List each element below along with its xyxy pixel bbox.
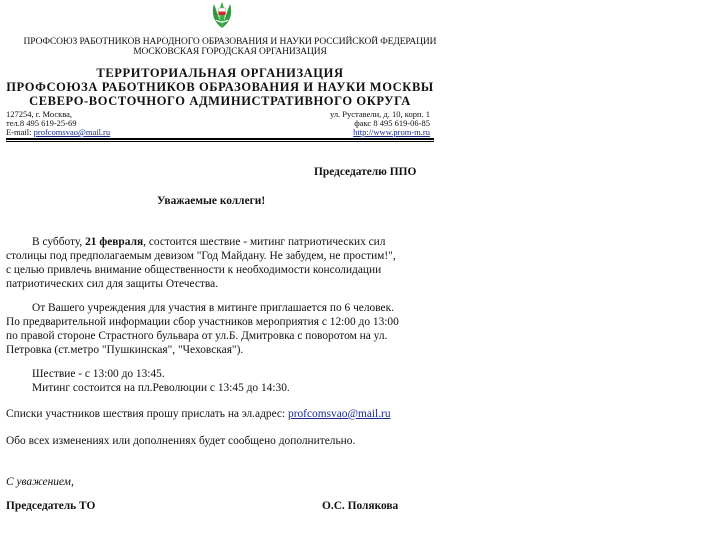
paragraph1-line2: столицы под предполагаемым девизом "Год Майдану. Не забудем, не простим!",	[6, 250, 396, 262]
p1-text-a: В субботу,	[32, 236, 86, 248]
org-title-line2: ПРОФСОЮЗА РАБОТНИКОВ ОБРАЗОВАНИЯ И НАУКИ МОСКВЫ	[6, 80, 434, 94]
org-title-line3: СЕВЕРО-ВОСТОЧНОГО АДМИНИСТРАТИВНОГО ОКРУГА	[29, 94, 411, 108]
paragraph2-line2: По предварительной информации сбор участников мероприятия с 12:00 до 13:00	[6, 316, 399, 328]
p1-text-b: , состоится шествие - митинг патриотических сил	[143, 236, 386, 248]
union-emblem-icon	[205, 0, 239, 30]
regards: С уважением,	[6, 476, 74, 488]
changes-note: Обо всех изменениях или дополнениях будет сообщено дополнительно.	[6, 435, 356, 447]
contact-email-link[interactable]: profcomsvao@mail.ru	[33, 127, 111, 137]
website-link[interactable]: http://www.prom-m.ru	[353, 127, 430, 137]
paragraph2-line3: по правой стороне Страстного бульвара от ул.Б. Дмитровка с поворотом на ул.	[6, 330, 388, 342]
contact-email-row	[6, 127, 110, 137]
org-title-line1: ТЕРРИТОРИАЛЬНАЯ ОРГАНИЗАЦИЯ	[96, 66, 344, 80]
signer-name: О.С. Полякова	[322, 500, 399, 512]
union-name-line1: ПРОФСОЮЗ РАБОТНИКОВ НАРОДНОГО ОБРАЗОВАНИЯ И НАУКИ РОССИЙСКОЙ ФЕДЕРАЦИИ	[23, 37, 437, 47]
contact-website-link[interactable]	[353, 127, 430, 137]
addressee: Председателю ППО	[314, 166, 417, 178]
contact-email-label: E-mail:	[6, 127, 34, 137]
lists-request	[6, 408, 391, 420]
contact-phone: тел.8 495 619-25-69	[6, 118, 77, 128]
p1-date: 21 февраля	[85, 236, 144, 248]
paragraph1-line1	[32, 236, 385, 248]
lists-email-link[interactable]: profcomsvao@mail.ru	[288, 408, 391, 420]
paragraph1-line3: с целью привлечь внимание общественности к необходимости консолидации	[6, 264, 382, 276]
schedule-march: Шествие - с 13:00 до 13:45.	[32, 368, 165, 380]
paragraph1-line4: патриотических сил для защиты Отечества.	[6, 278, 219, 290]
header-divider-thick	[6, 138, 434, 140]
paragraph2-line4: Петровка (ст.метро "Пушкинская", "Чеховская").	[6, 344, 244, 356]
contact-address: 127254, г. Москва,	[6, 109, 73, 119]
contact-fax: факс 8 495 619-06-85	[354, 118, 430, 128]
schedule-rally: Митинг состоится на пл.Революции с 13:45 до 14:30.	[32, 382, 290, 394]
union-name-line2: МОСКОВСКАЯ ГОРОДСКАЯ ОРГАНИЗАЦИЯ	[133, 47, 327, 57]
header-divider-thin	[6, 141, 434, 142]
greeting: Уважаемые коллеги!	[157, 195, 266, 207]
lists-text: Списки участников шествия прошу прислать на эл.адрес:	[6, 408, 288, 420]
signer-title: Председатель ТО	[6, 500, 96, 512]
contact-street: ул. Руставели, д. 10, корп. 1	[329, 109, 430, 119]
paragraph2-line1: От Вашего учреждения для участия в митинге приглашается по 6 человек.	[32, 302, 394, 314]
